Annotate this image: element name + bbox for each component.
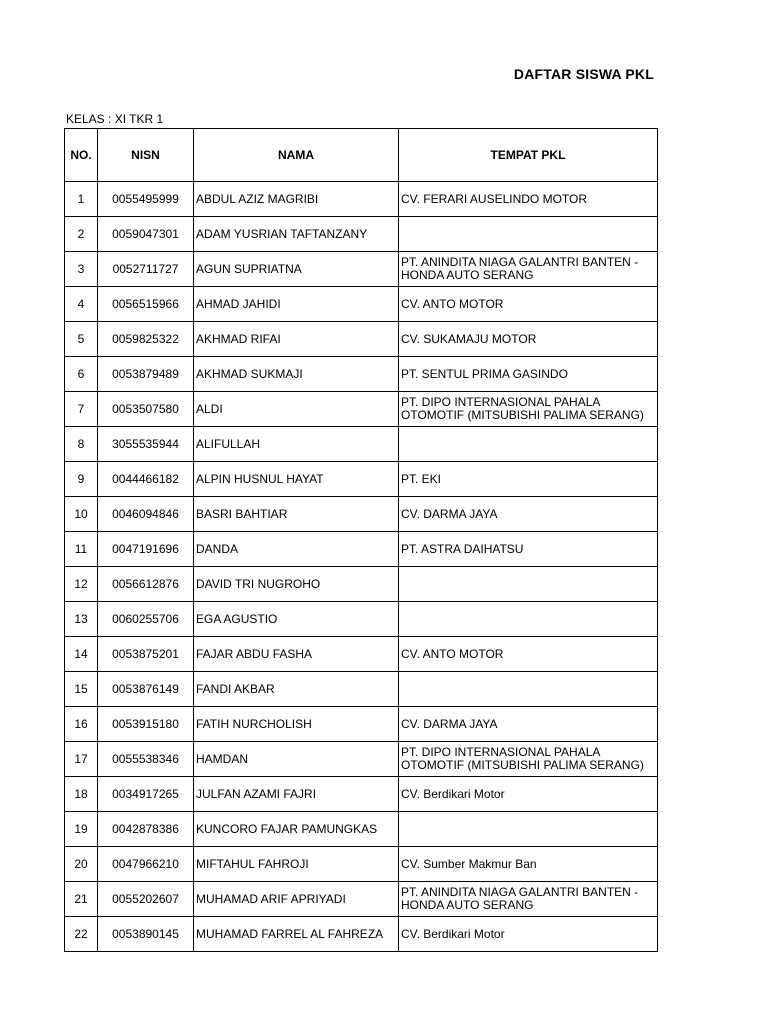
student-name-cell: ALIFULLAH: [194, 427, 399, 462]
table-row: [65, 427, 658, 462]
student-name-cell: AKHMAD RIFAI: [194, 322, 399, 357]
row-number-cell: 2: [65, 217, 98, 252]
table-row: [65, 497, 658, 532]
pkl-location-cell: CV. SUKAMAJU MOTOR: [399, 322, 658, 357]
table-row: [65, 812, 658, 847]
nisn-cell: 3055535944: [98, 427, 194, 462]
student-name-cell: DANDA: [194, 532, 399, 567]
table-header-row: [65, 129, 658, 182]
pkl-location-cell: [399, 427, 658, 462]
nisn-cell: 0052711727: [98, 252, 194, 287]
nisn-cell: 0046094846: [98, 497, 194, 532]
row-number-cell: 4: [65, 287, 98, 322]
document-title: DAFTAR SISWA PKL: [513, 66, 654, 82]
row-number-cell: 15: [65, 672, 98, 707]
row-number-cell: 9: [65, 462, 98, 497]
table-row: [65, 847, 658, 882]
row-number-cell: 14: [65, 637, 98, 672]
nisn-cell: 0055202607: [98, 882, 194, 917]
header-tempat-pkl: TEMPAT PKL: [399, 129, 658, 182]
student-name-cell: AGUN SUPRIATNA: [194, 252, 399, 287]
nisn-cell: 0053507580: [98, 392, 194, 427]
student-name-cell: KUNCORO FAJAR PAMUNGKAS: [194, 812, 399, 847]
pkl-location-cell: PT. EKI: [399, 462, 658, 497]
header-nama: NAMA: [194, 129, 399, 182]
pkl-location-cell: CV. ANTO MOTOR: [399, 287, 658, 322]
student-name-cell: FAJAR ABDU FASHA: [194, 637, 399, 672]
student-name-cell: AKHMAD SUKMAJI: [194, 357, 399, 392]
row-number-cell: 3: [65, 252, 98, 287]
nisn-cell: 0053915180: [98, 707, 194, 742]
row-number-cell: 21: [65, 882, 98, 917]
nisn-cell: 0056515966: [98, 287, 194, 322]
table-row: [65, 287, 658, 322]
pkl-location-cell: CV. ANTO MOTOR: [399, 637, 658, 672]
pkl-location-cell: [399, 567, 658, 602]
row-number-cell: 8: [65, 427, 98, 462]
pkl-location-cell: PT. DIPO INTERNASIONAL PAHALA OTOMOTIF (MITSUBISHI PALIMA SERANG): [399, 742, 658, 777]
table-row: [65, 742, 658, 777]
row-number-cell: 17: [65, 742, 98, 777]
student-name-cell: ALDI: [194, 392, 399, 427]
table-body: [65, 182, 658, 952]
table-row: [65, 532, 658, 567]
pkl-location-cell: [399, 602, 658, 637]
pkl-location-cell: CV. Berdikari Motor: [399, 917, 658, 952]
nisn-cell: 0047966210: [98, 847, 194, 882]
row-number-cell: 7: [65, 392, 98, 427]
pkl-location-cell: CV. DARMA JAYA: [399, 497, 658, 532]
student-name-cell: JULFAN AZAMI FAJRI: [194, 777, 399, 812]
pkl-location-cell: [399, 812, 658, 847]
student-name-cell: ADAM YUSRIAN TAFTANZANY: [194, 217, 399, 252]
student-name-cell: EGA AGUSTIO: [194, 602, 399, 637]
class-label: KELAS : XI TKR 1: [66, 112, 164, 126]
row-number-cell: 20: [65, 847, 98, 882]
table-row: [65, 357, 658, 392]
nisn-cell: 0060255706: [98, 602, 194, 637]
pkl-location-cell: CV. Sumber Makmur Ban: [399, 847, 658, 882]
student-name-cell: DAVID TRI NUGROHO: [194, 567, 399, 602]
table-row: [65, 392, 658, 427]
nisn-cell: 0053876149: [98, 672, 194, 707]
pkl-location-cell: [399, 672, 658, 707]
nisn-cell: 0053875201: [98, 637, 194, 672]
nisn-cell: 0047191696: [98, 532, 194, 567]
table-row: [65, 777, 658, 812]
table-row: [65, 882, 658, 917]
table-row: [65, 602, 658, 637]
pkl-location-cell: PT. ANINDITA NIAGA GALANTRI BANTEN - HONDA AUTO SERANG: [399, 882, 658, 917]
student-name-cell: AHMAD JAHIDI: [194, 287, 399, 322]
table-row: [65, 217, 658, 252]
row-number-cell: 6: [65, 357, 98, 392]
row-number-cell: 5: [65, 322, 98, 357]
header-nisn: NISN: [98, 129, 194, 182]
student-name-cell: FANDI AKBAR: [194, 672, 399, 707]
row-number-cell: 10: [65, 497, 98, 532]
student-name-cell: MIFTAHUL FAHROJI: [194, 847, 399, 882]
student-name-cell: ABDUL AZIZ MAGRIBI: [194, 182, 399, 217]
pkl-location-cell: PT. ANINDITA NIAGA GALANTRI BANTEN - HONDA AUTO SERANG: [399, 252, 658, 287]
student-name-cell: HAMDAN: [194, 742, 399, 777]
table-row: [65, 322, 658, 357]
row-number-cell: 13: [65, 602, 98, 637]
table-row: [65, 567, 658, 602]
table-row: [65, 672, 658, 707]
pkl-location-cell: CV. Berdikari Motor: [399, 777, 658, 812]
nisn-cell: 0034917265: [98, 777, 194, 812]
pkl-location-cell: [399, 217, 658, 252]
table-row: [65, 917, 658, 952]
nisn-cell: 0059047301: [98, 217, 194, 252]
pkl-location-cell: CV. DARMA JAYA: [399, 707, 658, 742]
nisn-cell: 0055538346: [98, 742, 194, 777]
row-number-cell: 19: [65, 812, 98, 847]
pkl-location-cell: PT. DIPO INTERNASIONAL PAHALA OTOMOTIF (MITSUBISHI PALIMA SERANG): [399, 392, 658, 427]
row-number-cell: 11: [65, 532, 98, 567]
student-name-cell: BASRI BAHTIAR: [194, 497, 399, 532]
nisn-cell: 0053879489: [98, 357, 194, 392]
nisn-cell: 0059825322: [98, 322, 194, 357]
row-number-cell: 16: [65, 707, 98, 742]
table-row: [65, 462, 658, 497]
pkl-location-cell: PT. SENTUL PRIMA GASINDO: [399, 357, 658, 392]
row-number-cell: 12: [65, 567, 98, 602]
student-table: [64, 128, 658, 952]
nisn-cell: 0044466182: [98, 462, 194, 497]
row-number-cell: 18: [65, 777, 98, 812]
student-name-cell: FATIH NURCHOLISH: [194, 707, 399, 742]
nisn-cell: 0055495999: [98, 182, 194, 217]
nisn-cell: 0056612876: [98, 567, 194, 602]
table-row: [65, 637, 658, 672]
row-number-cell: 1: [65, 182, 98, 217]
pkl-location-cell: PT. ASTRA DAIHATSU: [399, 532, 658, 567]
table-row: [65, 182, 658, 217]
student-name-cell: MUHAMAD ARIF APRIYADI: [194, 882, 399, 917]
row-number-cell: 22: [65, 917, 98, 952]
table-row: [65, 252, 658, 287]
student-name-cell: MUHAMAD FARREL AL FAHREZA: [194, 917, 399, 952]
student-name-cell: ALPIN HUSNUL HAYAT: [194, 462, 399, 497]
table-row: [65, 707, 658, 742]
nisn-cell: 0053890145: [98, 917, 194, 952]
header-no: NO.: [65, 129, 98, 182]
nisn-cell: 0042878386: [98, 812, 194, 847]
pkl-location-cell: CV. FERARI AUSELINDO MOTOR: [399, 182, 658, 217]
